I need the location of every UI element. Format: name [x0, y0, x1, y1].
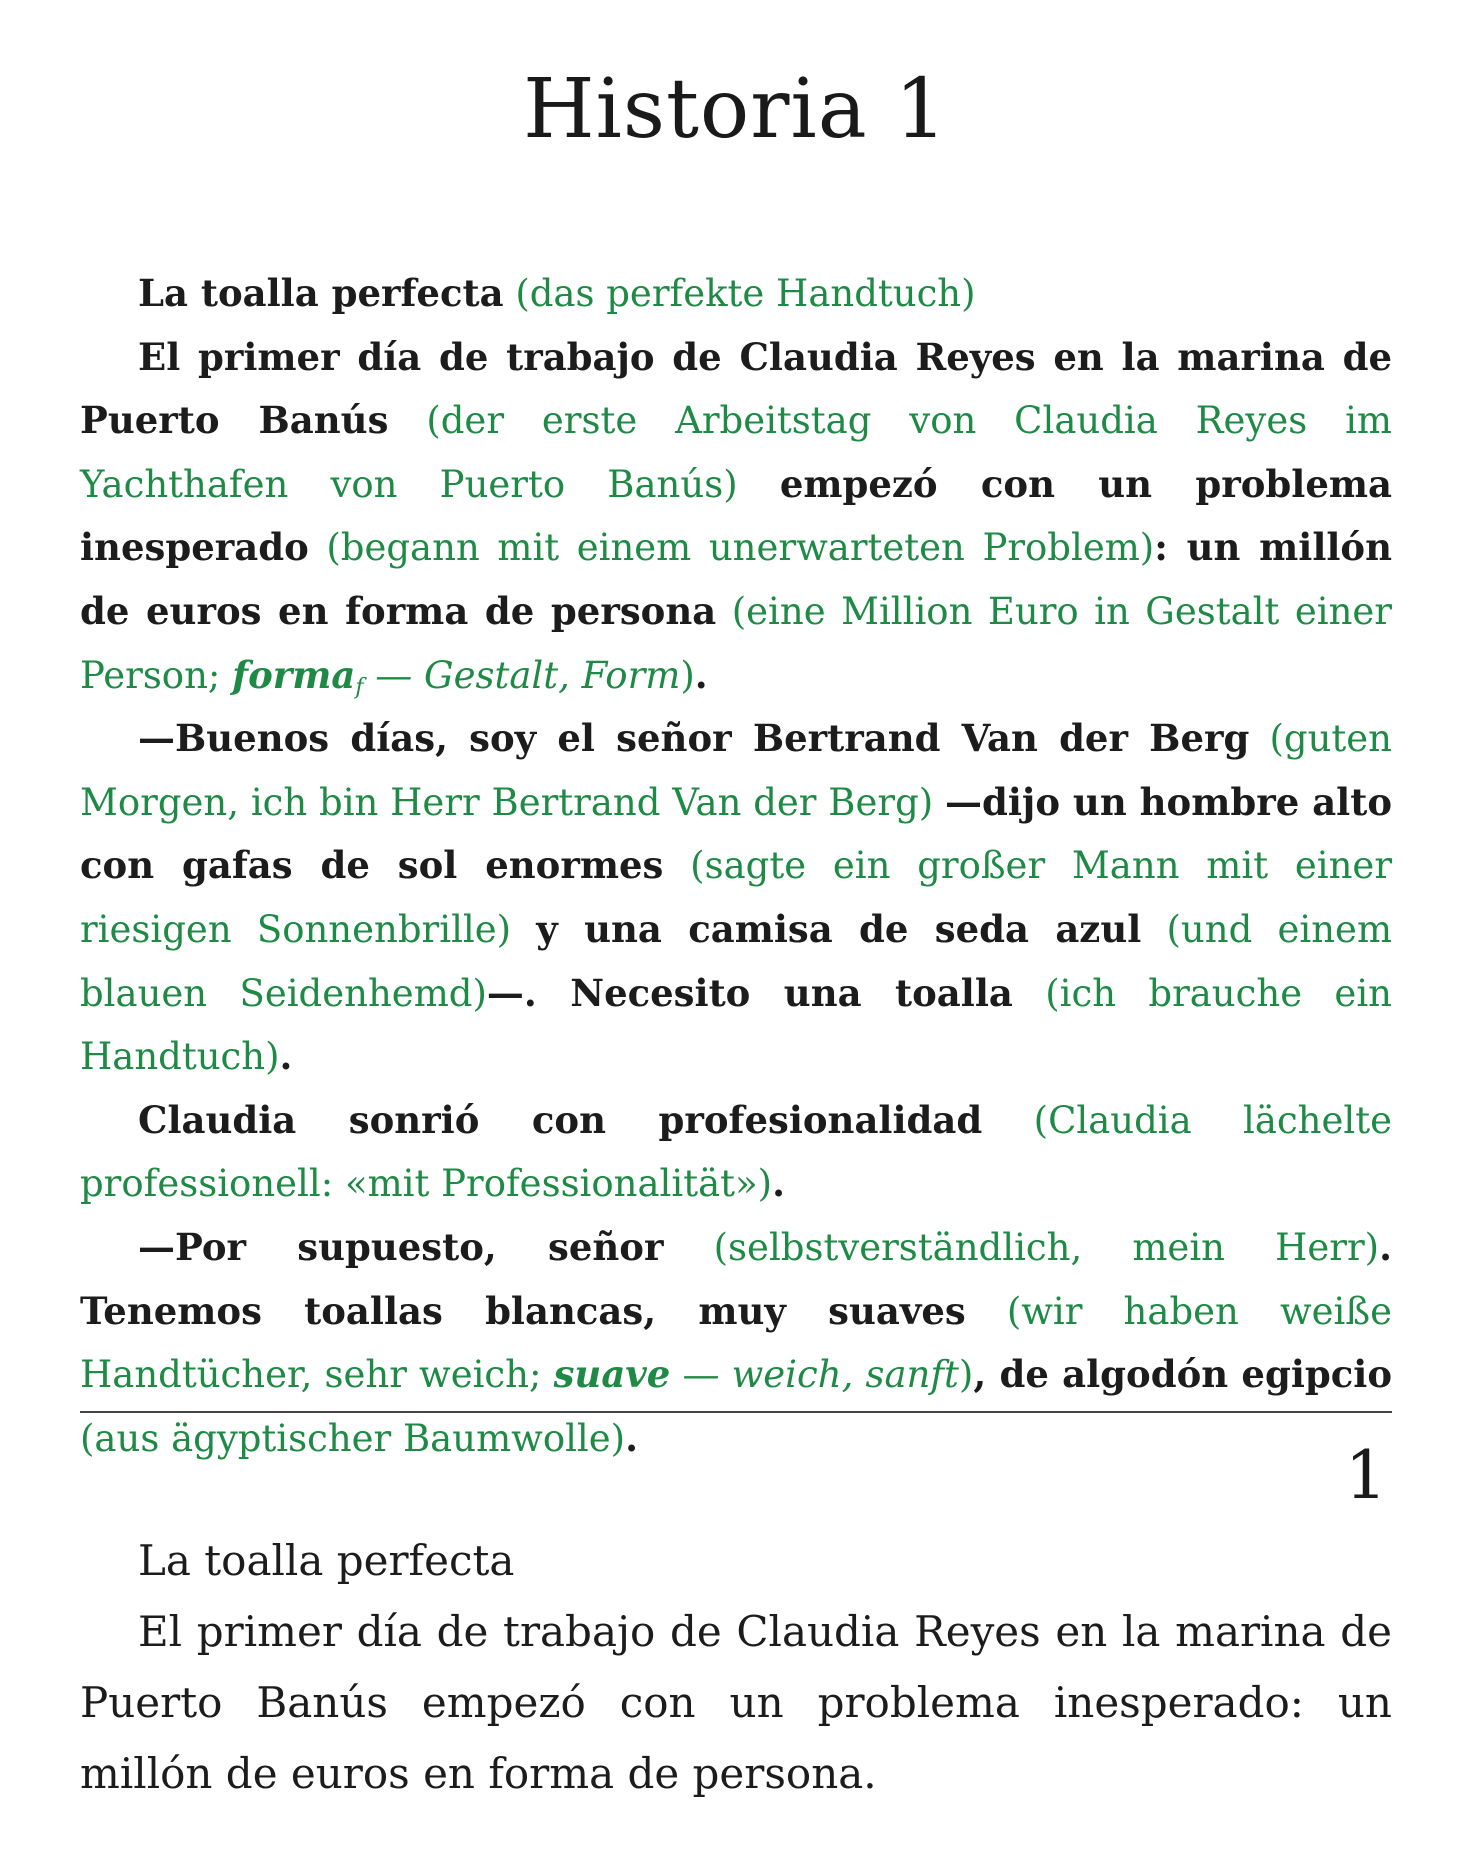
- german-gloss: (Claudia lächelte professionell: «mit Professionalität»): [80, 1098, 1392, 1206]
- paragraph-heading: [80, 262, 1392, 326]
- german-gloss: (begann mit einem unerwarteten Problem): [326, 526, 1155, 570]
- vocab-translation: — weich, sanft: [682, 1353, 959, 1397]
- spanish-text: , de algodón egipcio: [973, 1352, 1393, 1397]
- page-title: Historia 1: [523, 62, 948, 157]
- spanish-text: —dijo un hombre alto con gafas de sol enormes: [80, 779, 1392, 888]
- gloss-close: ): [680, 653, 695, 697]
- paragraph: [80, 1216, 1392, 1470]
- spanish-text: —. Necesito una toalla: [486, 970, 1013, 1015]
- german-gloss: (sagte ein großer Mann mit einer riesigen Sonnenbrille): [80, 844, 1393, 951]
- punctuation: .: [694, 652, 708, 697]
- vocab-word: suave: [553, 1352, 671, 1397]
- gloss-close: ): [958, 1353, 974, 1397]
- spanish-text: y una camisa de seda azul: [536, 906, 1142, 951]
- plain-heading: La toalla perfecta: [138, 1536, 515, 1585]
- paragraph: [80, 326, 1392, 708]
- spanish-text: : un millón de euros en forma de persona: [80, 525, 1393, 633]
- german-gloss: (ich brauche ein Handtuch): [80, 971, 1392, 1079]
- german-gloss: (selbstverständlich, mein Herr): [713, 1225, 1380, 1269]
- spanish-text: . Tenemos toallas blancas, muy suaves: [80, 1224, 1392, 1333]
- gender-marker: f: [355, 674, 364, 700]
- spanish-text: El primer día de trabajo de Claudia Reyes en la marina de Puerto Banús: [80, 334, 1392, 443]
- spanish-text: La toalla perfecta: [138, 271, 504, 315]
- german-gloss: (aus ägyptischer Baumwolle): [80, 1416, 626, 1460]
- plain-text: [80, 1525, 1392, 1809]
- german-gloss: (das perfekte Handtuch): [515, 272, 976, 315]
- paragraph: [80, 707, 1392, 1089]
- german-gloss: (wir haben weiße Handtücher, sehr weich;: [80, 1289, 1392, 1397]
- punctuation: .: [772, 1161, 785, 1206]
- vocab-translation: — Gestalt, Form: [375, 653, 681, 697]
- german-gloss: (guten Morgen, ich bin Herr Bertrand Van der Berg): [80, 717, 1392, 824]
- punctuation: .: [279, 1034, 293, 1079]
- spanish-text: —Buenos días, soy el señor Bertrand Van der Berg: [138, 716, 1250, 761]
- annotated-text: [80, 262, 1392, 1470]
- paragraph: [80, 1089, 1392, 1216]
- section-number: 1: [1345, 1437, 1387, 1514]
- spanish-text: —Por supuesto, señor: [138, 1224, 664, 1269]
- spanish-text: empezó con un problema inesperado: [80, 461, 1393, 570]
- german-gloss: (der erste Arbeitstag von Claudia Reyes im Yachthafen von Puerto Banús): [80, 399, 1393, 506]
- german-gloss: (und einem blauen Seidenhemd): [80, 907, 1393, 1015]
- german-gloss: (eine Million Euro in Gestalt einer Person;: [80, 589, 1392, 697]
- spanish-text: Claudia sonrió con profesionalidad: [138, 1097, 983, 1142]
- punctuation: .: [625, 1415, 638, 1460]
- vocab-word: forma: [232, 652, 356, 697]
- section-divider: [80, 1411, 1392, 1413]
- plain-paragraph: El primer día de trabajo de Claudia Reyes en la marina de Puerto Banús empezó con un problema inesperado: un millón de euros en forma de persona.: [80, 1607, 1392, 1798]
